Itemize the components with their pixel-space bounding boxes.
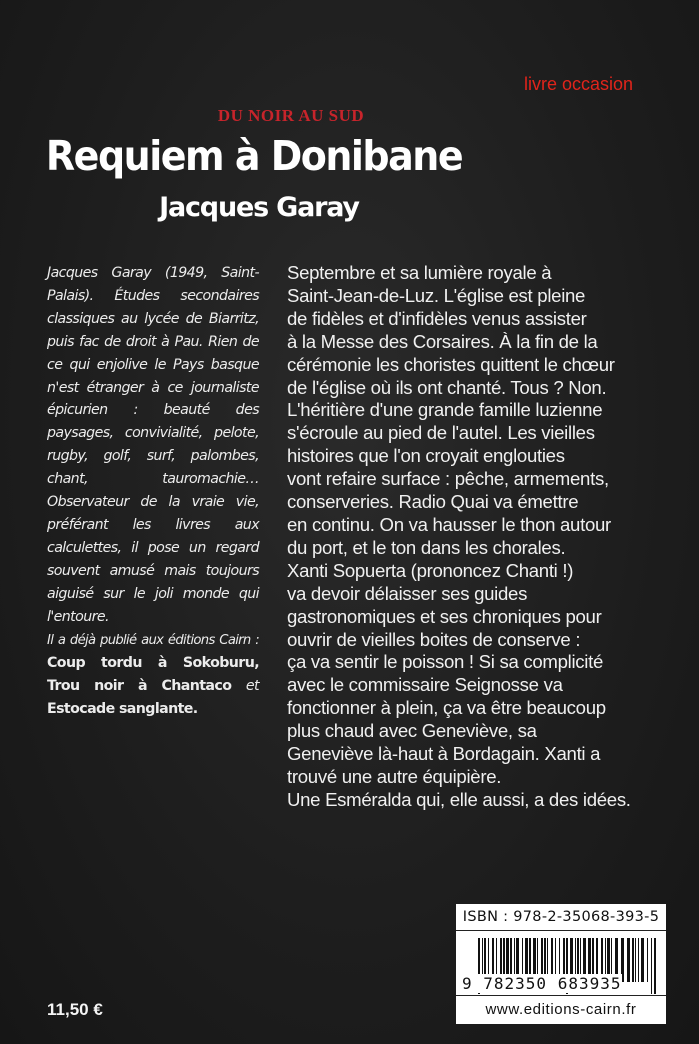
blurb-line: trouvé une autre équipière. bbox=[287, 765, 502, 787]
blurb-line: plus chaud avec Geneviève, sa bbox=[287, 720, 537, 742]
blurb-line: ça va sentir le poisson ! Si sa complicité bbox=[287, 651, 604, 673]
bio-text: Jacques Garay (1949, Saint-Palais). Études secondaires classiques au lycée de Biarritz, puis fac de droit à Pau. Rien de ce qui enjolive le Pays basque n'est étranger à ce journaliste épicurien : beauté des paysages, convivialité, pelote, rugby, golf, surf, palombes, chant, tauromachie… Observateur de la vraie vie, préférant les livres aux calculettes, il pose un regard souvent amusé mais toujours aiguisé sur le joli monde qui l'entoure. bbox=[47, 265, 259, 625]
bio-bibliography bbox=[47, 629, 259, 722]
publisher-website: www.editions-cairn.fr bbox=[456, 995, 666, 1024]
author-name: Jacques Garay bbox=[159, 192, 359, 223]
isbn-label: ISBN : 978-2-35068-393-5 bbox=[456, 904, 666, 931]
blurb-line: va devoir délaisser ses guides bbox=[287, 582, 528, 604]
blurb-line: histoires que l'on croyait englouties bbox=[287, 445, 565, 467]
blurb-line: ouvrir de vieilles boites de conserve : bbox=[287, 628, 581, 650]
barcode-block bbox=[456, 904, 666, 1024]
blurb-line: cérémonie les choristes quittent le chœur bbox=[287, 353, 615, 375]
book-blurb bbox=[287, 262, 667, 812]
blurb-line: L'héritière d'une grande famille luzienne bbox=[287, 399, 603, 421]
bio-conjunction: et bbox=[245, 678, 259, 695]
series-name: DU NOIR AU SUD bbox=[217, 106, 365, 125]
barcode-digits bbox=[462, 974, 660, 993]
barcode-digits-text: 9 782350 683935 bbox=[462, 974, 622, 993]
author-bio bbox=[47, 262, 259, 721]
used-book-sticker: livre occasion bbox=[524, 74, 634, 94]
price: 11,50 € bbox=[47, 1000, 103, 1019]
blurb-line: en continu. On va hausser le thon autour bbox=[287, 513, 611, 535]
bio-editions-line: Il a déjà publié aux éditions Cairn : bbox=[47, 632, 259, 648]
bio-book-last: Estocade sanglante. bbox=[47, 701, 198, 718]
blurb-line: vont refaire surface : pêche, armements, bbox=[287, 468, 609, 490]
blurb-line: à la Messe des Corsaires. À la fin de la bbox=[287, 330, 598, 352]
blurb-line: du port, et le ton dans les chorales. bbox=[287, 536, 566, 558]
blurb-line: s'écroule au pied de l'autel. Les vieilles bbox=[287, 422, 595, 444]
blurb-line: de fidèles et d'infidèles venus assister bbox=[287, 307, 587, 329]
bio-books bbox=[47, 655, 259, 717]
blurb-line: Saint-Jean-de-Luz. L'église est pleine bbox=[287, 284, 586, 306]
blurb-line: gastronomiques et ses chroniques pour bbox=[287, 605, 602, 627]
blurb-line: fonctionner à plein, ça va être beaucoup bbox=[287, 697, 606, 719]
blurb-line: conserveries. Radio Quai va émettre bbox=[287, 491, 579, 513]
blurb-line: Septembre et sa lumière royale à bbox=[287, 262, 552, 283]
blurb-line: Geneviève là-haut à Bordagain. Xanti a bbox=[287, 743, 601, 765]
blurb-line: avec le commissaire Seignosse va bbox=[287, 674, 563, 696]
book-title: Requiem à Donibane bbox=[45, 132, 463, 180]
blurb-line: Une Esméralda qui, elle aussi, a des idées. bbox=[287, 788, 631, 810]
blurb-line: Xanti Sopuerta (prononcez Chanti !) bbox=[287, 559, 574, 581]
bio-book-list: Coup tordu à Sokoburu, Trou noir à Chantaco bbox=[47, 655, 259, 695]
blurb-line: de l'église où ils ont chanté. Tous ? Non. bbox=[287, 376, 607, 398]
